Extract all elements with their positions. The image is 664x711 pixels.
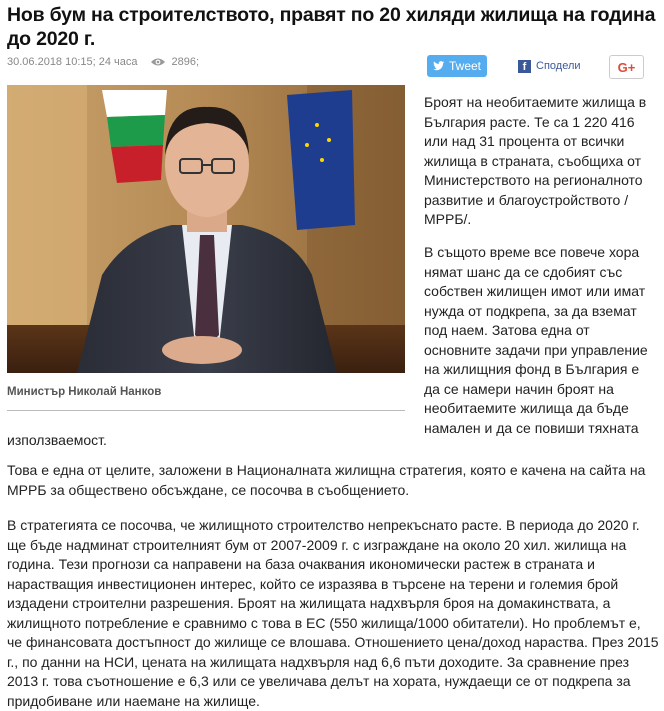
- paragraph-3: Това е една от целите, заложени в Националната жилищна стратегия, която е качена на сайта на МРРБ за обществено обсъждане, се посочва в съобщението.: [7, 462, 646, 498]
- article-meta: [7, 56, 199, 68]
- eye-icon: [150, 57, 166, 67]
- photo-caption: Министър Николай Нанков: [7, 386, 162, 398]
- facebook-share-button[interactable]: [518, 55, 581, 77]
- paragraph-2-end: използваемост.: [7, 432, 107, 448]
- gplus-label: G+: [617, 59, 636, 75]
- caption-divider: [7, 410, 405, 411]
- twitter-bird-icon: [433, 61, 445, 71]
- minister-portrait-image: [7, 85, 405, 373]
- paragraph-2: В същото време все повече хора нямат шанс да се сдобият със собствен жилищен имот или имат нужда от подкрепа, за да вземат под наем. Затова една от основните задачи при управление на жилищния фонд в България е да се намери начин броят на необитаемите жилища да бъде намален и да се повиши тяхната: [424, 244, 648, 436]
- paragraph-1: Броят на необитаемите жилища в България расте. Те са 1 220 416 или над 31 процента от всички жилища в страната, съобщиха от Министерството на регионалното развитие и благоустройството /МРРБ/.: [424, 94, 647, 227]
- facebook-icon: f: [518, 60, 531, 73]
- article-title: Нов бум на строителството, правят по 20 хиляди жилища на година до 2020 г.: [7, 4, 656, 50]
- tweet-button[interactable]: [427, 55, 487, 77]
- tweet-label: Tweet: [448, 59, 481, 73]
- paragraph-4: В стратегията се посочва, че жилищното строителство непрекъснато расте. В периода до 2020 г. ще бъде надминат строителният бум от 2007-2009 г. с изграждане на около 20 хил. жилища на година. Тези прогнози са направени на база очаквания икономически растеж в страната и нарастващия инвестиционен интерес, който се изразява в търсене на терени и големия брой издадени строителни разрешения. Броят на жилищата надхвърля броя на домакинствата, а жилищното потребление е сравнимо с това в ЕС (550 жилища/1000 обитатели). Но проблемът е, че финансовата достъпност до жилище се влошава. Отношението цена/доход нараства. През 2015 г., по данни на НСИ, цената на жилищата надхвърля над 6,6 пъти доходите. За сравнение през 2013 г. това съотношение е 6,3 или се увеличава делът на хората, нуждаещи се от подкрепа за придобиване или наемане на жилище.: [7, 517, 659, 709]
- article-date: 30.06.2018 10:15; 24 часа: [7, 56, 138, 68]
- article-photo: [7, 85, 405, 373]
- facebook-label: Сподели: [536, 60, 581, 72]
- views-counter: [150, 56, 200, 68]
- google-plus-button[interactable]: [609, 55, 644, 79]
- views-count: 2896;: [171, 56, 200, 68]
